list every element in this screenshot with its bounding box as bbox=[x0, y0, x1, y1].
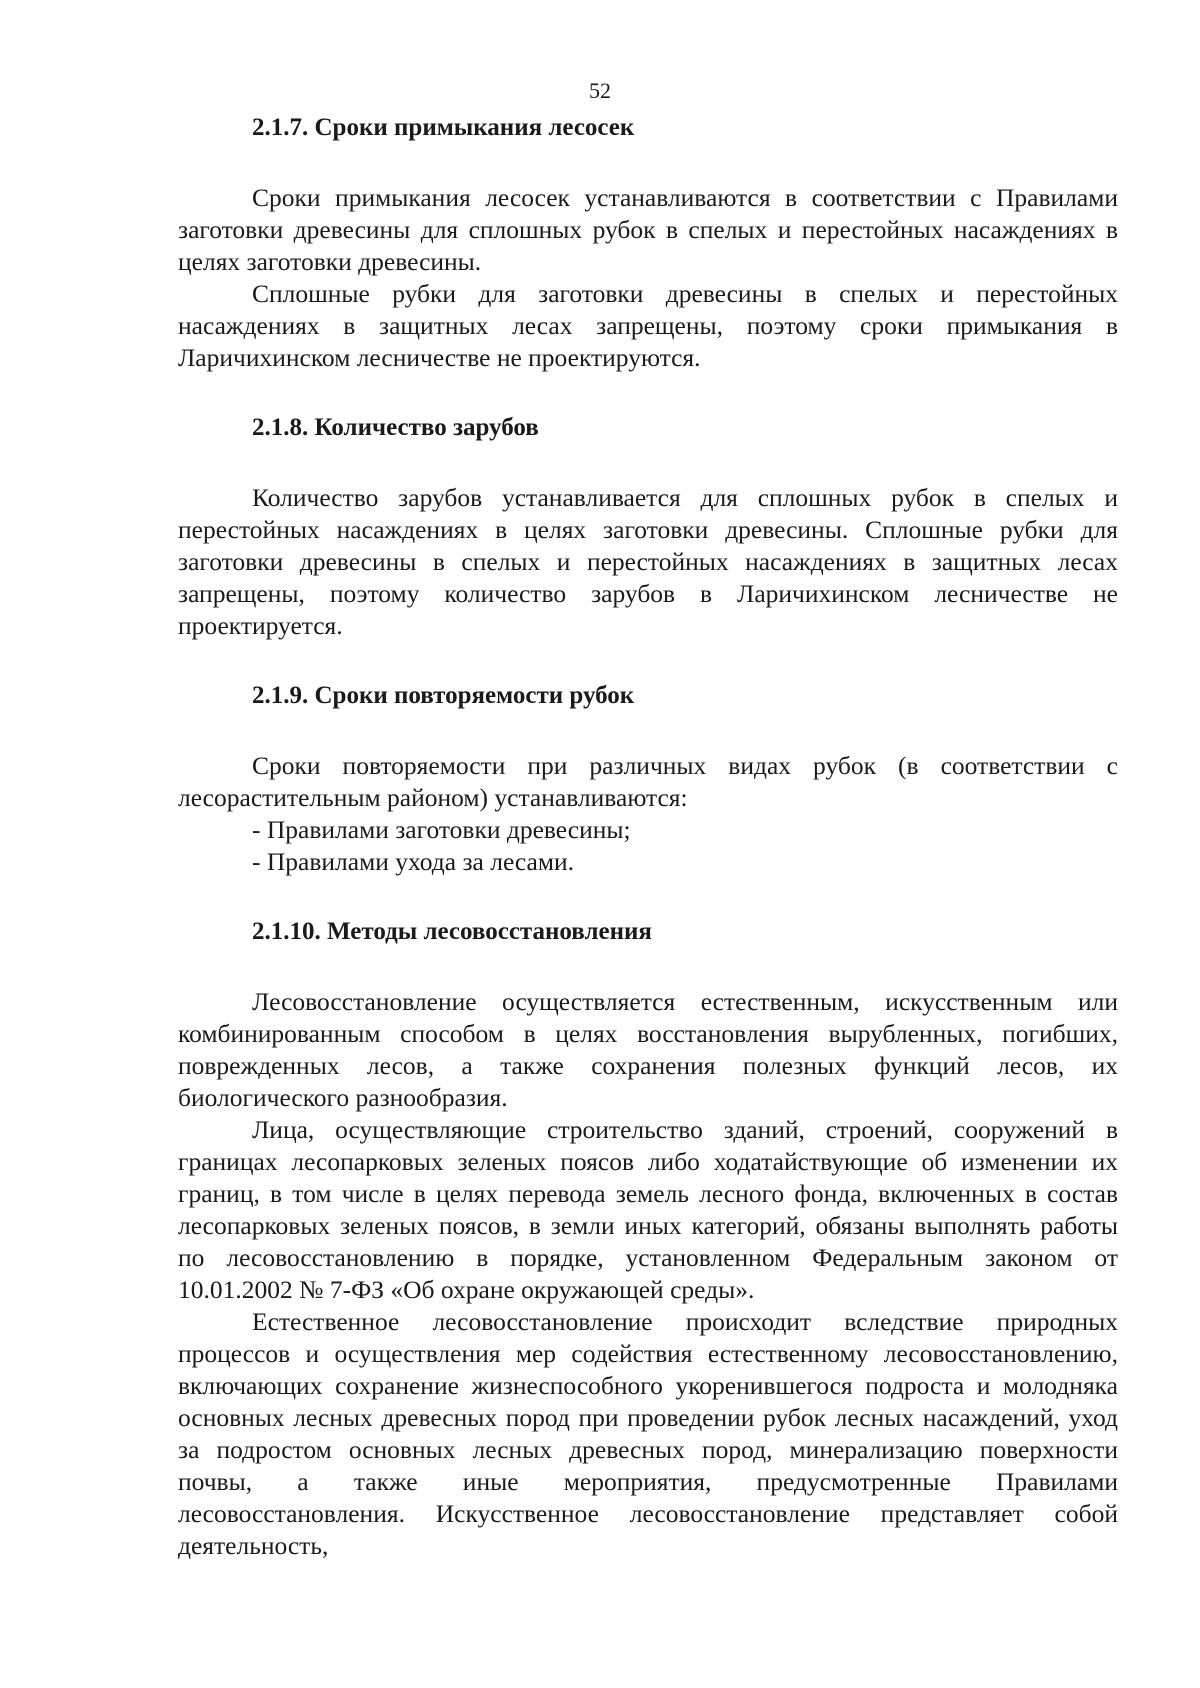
paragraph: Сроки повторяемости при различных видах рубок (в соответствии с лесорастительным районом) устанавливаются: bbox=[178, 751, 1118, 812]
paragraph: Лесовосстановление осуществляется естественным, искусственным или комбинированным способом в целях восстановления вырубленных, погибших, поврежденных лесов, а также сохранения полезных функций лесов, их биологического разнообразия. bbox=[178, 987, 1118, 1112]
section-2-1-9 bbox=[178, 680, 1118, 878]
paragraph: Естественное лесовосстановление происходит вследствие природных процессов и осуществления мер содействия естественному лесовосстановлению, включающих сохранение жизнеспособного укоренившегося подроста и молодняка основных лесных древесных пород при проведении рубок лесных насаждений, уход за подростом основных лесных древесных пород, минерализацию поверхности почвы, а также иные мероприятия, предусмотренные Правилами лесовосстановления. Искусственное лесовосстановление представляет собой деятельность, bbox=[178, 1307, 1118, 1560]
section-heading: 2.1.8. Количество зарубов bbox=[252, 414, 539, 441]
section-heading: 2.1.9. Сроки повторяемости рубок bbox=[252, 682, 635, 709]
section-2-1-8 bbox=[178, 412, 1118, 642]
list-item: - Правилами заготовки древесины; bbox=[252, 815, 631, 844]
paragraph: Сплошные рубки для заготовки древесины в спелых и перестойных насаждениях в защитных лесах запрещены, поэтому сроки примыкания в Ларичихинском лесничестве не проектируются. bbox=[178, 279, 1118, 372]
paragraph: Сроки примыкания лесосек устанавливаются в соответствии с Правилами заготовки древесины для сплошных рубок в спелых и перестойных насаждениях в целях заготовки древесины. bbox=[178, 183, 1118, 276]
section-2-1-7 bbox=[178, 112, 1118, 374]
paragraph: Количество зарубов устанавливается для сплошных рубок в спелых и перестойных насаждениях в целях заготовки древесины. Сплошные рубки для заготовки древесины в спелых и перестойных насаждениях в защитных лесах запрещены, поэтому количество зарубов в Ларичихинском лесничестве не проектируется. bbox=[178, 483, 1118, 640]
section-2-1-10 bbox=[178, 916, 1118, 1562]
paragraph: Лица, осуществляющие строительство зданий, строений, сооружений в границах лесопарковых зеленых поясов либо ходатайствующие об изменении их границ, в том числе в целях перевода земель лесного фонда, включенных в состав лесопарковых зеленых поясов, в земли иных категорий, обязаны выполнять работы по лесовосстановлению в порядке, установленном Федеральным законом от 10.01.2002 № 7-ФЗ «Об охране окружающей среды». bbox=[178, 1115, 1118, 1304]
section-heading: 2.1.7. Сроки примыкания лесосек bbox=[252, 114, 635, 141]
document-body bbox=[178, 112, 1118, 1562]
list-item: - Правилами ухода за лесами. bbox=[252, 847, 574, 876]
page-number: 52 bbox=[589, 78, 611, 103]
section-heading: 2.1.10. Методы лесовосстановления bbox=[252, 918, 652, 945]
